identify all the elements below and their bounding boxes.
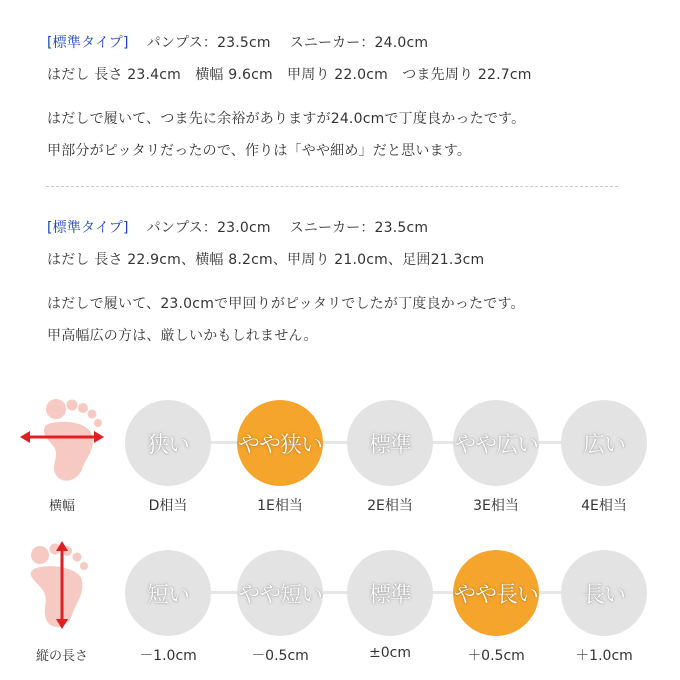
- block1-type-tag: [標準タイプ]: [47, 35, 129, 51]
- length-caption: ±0cm: [369, 645, 411, 661]
- width-option-label: 狭い: [146, 432, 189, 458]
- block2-comment-2: 甲高幅広の方は、厳しいかもしれません。: [47, 328, 318, 344]
- length-option-label: 長い: [582, 582, 625, 608]
- width-caption: D相当: [148, 498, 188, 514]
- width-option-slightly-wide: [453, 400, 539, 486]
- width-option-label: やや広い: [453, 432, 538, 458]
- width-option-label: 標準: [368, 432, 411, 458]
- width-option-narrow: [125, 400, 211, 486]
- block1-comment-1: はだしで履いて、つま先に余裕がありますが24.0cmで丁度良かったです。: [47, 111, 526, 127]
- block1-comment-2: 甲部分がピッタリだったので、作りは「やや細め」だと思います。: [47, 143, 472, 159]
- width-option-label: やや狭い: [237, 432, 322, 458]
- width-caption: 3E相当: [473, 498, 519, 514]
- length-option-slightly-short: [237, 550, 323, 636]
- length-option-label: 短い: [146, 582, 189, 608]
- foot-width-icon: [18, 395, 108, 485]
- width-caption: 4E相当: [581, 498, 627, 514]
- block2-type-tag: [標準タイプ]: [47, 220, 129, 236]
- foot-length-icon: [22, 539, 102, 634]
- length-option-short: [125, 550, 211, 636]
- length-option-slightly-long: [453, 550, 539, 636]
- width-option-slightly-narrow: [237, 400, 323, 486]
- width-option-label: 広い: [582, 432, 625, 458]
- block1-sizes-line: [47, 32, 428, 52]
- length-option-label: やや長い: [453, 582, 538, 608]
- length-scale-label: 縦の長さ: [35, 649, 88, 664]
- block2-comment-1: はだしで履いて、23.0cmで甲回りがピッタリでしたが丁度良かったです。: [47, 296, 525, 312]
- length-option-label: やや短い: [237, 582, 322, 608]
- block2-sizes-line: [47, 217, 428, 237]
- length-caption: ＋0.5cm: [467, 648, 525, 664]
- section-divider: [46, 186, 618, 187]
- width-option-wide: [561, 400, 647, 486]
- width-caption: 2E相当: [367, 498, 413, 514]
- length-caption: －0.5cm: [251, 648, 309, 664]
- length-option-standard: [347, 550, 433, 636]
- length-caption: －1.0cm: [139, 648, 197, 664]
- block2-measurements: はだし 長さ 22.9cm、横幅 8.2cm、甲周り 21.0cm、足囲21.3cm: [47, 252, 485, 268]
- block1-shoe-sizes: パンプス：23.5cm スニーカー：24.0cm: [146, 35, 429, 51]
- width-option-standard: [347, 400, 433, 486]
- length-scale: [0, 545, 680, 664]
- length-option-long: [561, 550, 647, 636]
- length-caption: ＋1.0cm: [575, 648, 633, 664]
- width-scale-label: 横幅: [48, 499, 75, 514]
- block2-shoe-sizes: パンプス：23.0cm スニーカー：23.5cm: [146, 220, 429, 236]
- block1-measurements: はだし 長さ 23.4cm 横幅 9.6cm 甲周り 22.0cm つま先周り 22.7cm: [47, 67, 532, 83]
- width-scale: [0, 395, 680, 514]
- width-caption: 1E相当: [257, 498, 303, 514]
- length-option-label: 標準: [368, 582, 411, 608]
